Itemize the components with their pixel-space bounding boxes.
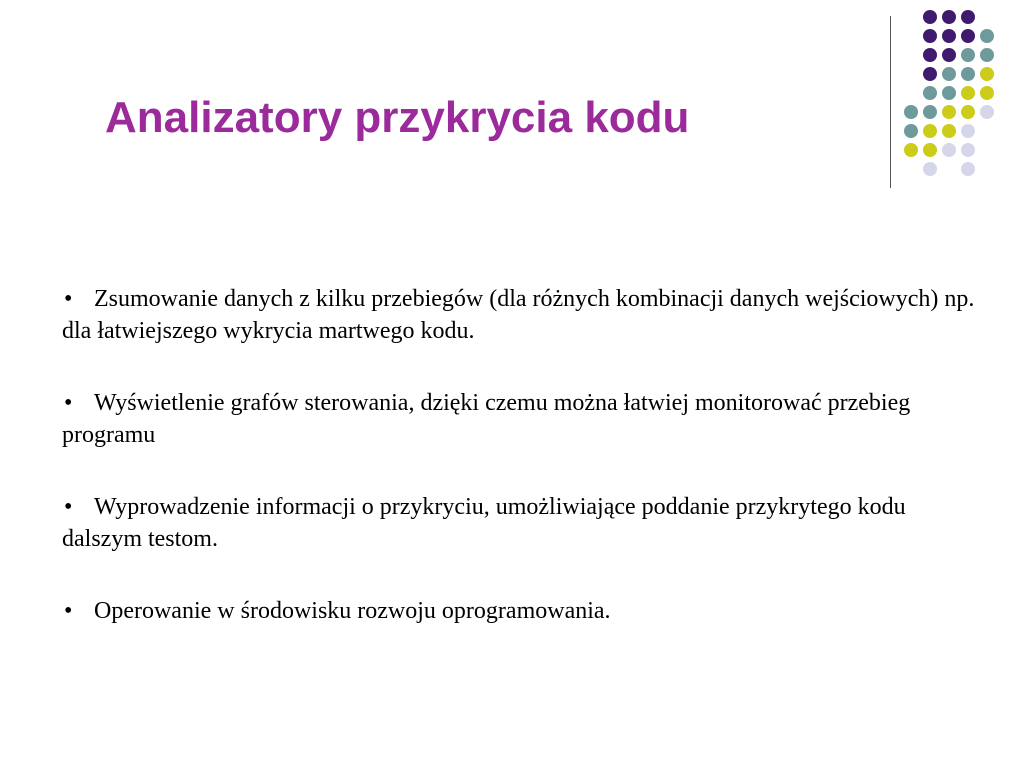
dot-purple (942, 29, 956, 43)
dot-lavender (961, 143, 975, 157)
dot-teal (923, 86, 937, 100)
dot-purple (961, 10, 975, 24)
dot-purple (942, 48, 956, 62)
bullet-item-4 (62, 595, 982, 627)
dot-lavender (961, 162, 975, 176)
bullet-text: Wyświetlenie grafów sterowania, dzięki czemu można łatwiej monitorować przebieg programu (62, 390, 911, 448)
dot-teal (980, 29, 994, 43)
dot-yellow (942, 105, 956, 119)
dot-yellow (980, 86, 994, 100)
bullet-marker: • (64, 598, 73, 624)
dot-yellow (961, 105, 975, 119)
bullet-item-3 (62, 491, 982, 555)
bullet-text: Zsumowanie danych z kilku przebiegów (dla różnych kombinacji danych wejściowych) np. dla łatwiejszego wykrycia martwego kodu. (62, 286, 975, 344)
dot-lavender (942, 143, 956, 157)
dot-teal (923, 105, 937, 119)
bullet-marker: • (64, 494, 73, 520)
dot-yellow (923, 124, 937, 138)
dot-yellow (980, 67, 994, 81)
dot-teal (942, 67, 956, 81)
bullet-list (62, 283, 982, 667)
dot-teal (961, 48, 975, 62)
dot-purple (923, 48, 937, 62)
bullet-item-1 (62, 283, 982, 347)
dot-lavender (980, 105, 994, 119)
dot-purple (961, 29, 975, 43)
bullet-marker: • (64, 286, 73, 312)
dot-teal (904, 105, 918, 119)
dot-yellow (942, 124, 956, 138)
dot-yellow (961, 86, 975, 100)
dot-teal (942, 86, 956, 100)
dot-teal (980, 48, 994, 62)
dot-yellow (904, 143, 918, 157)
dot-lavender (961, 124, 975, 138)
dot-purple (923, 29, 937, 43)
dot-purple (942, 10, 956, 24)
dot-yellow (923, 143, 937, 157)
bullet-item-2 (62, 387, 982, 451)
dot-purple (923, 67, 937, 81)
title-divider (890, 16, 891, 188)
bullet-text: Wyprowadzenie informacji o przykryciu, umożliwiające poddanie przykrytego kodu dalszym testom. (62, 494, 906, 552)
dot-teal (904, 124, 918, 138)
bullet-marker: • (64, 390, 73, 416)
slide-title: Analizatory przykrycia kodu (105, 93, 690, 142)
dot-lavender (923, 162, 937, 176)
decorative-dot-grid (904, 10, 1016, 170)
dot-teal (961, 67, 975, 81)
dot-purple (923, 10, 937, 24)
bullet-text: Operowanie w środowisku rozwoju oprogramowania. (94, 598, 611, 624)
